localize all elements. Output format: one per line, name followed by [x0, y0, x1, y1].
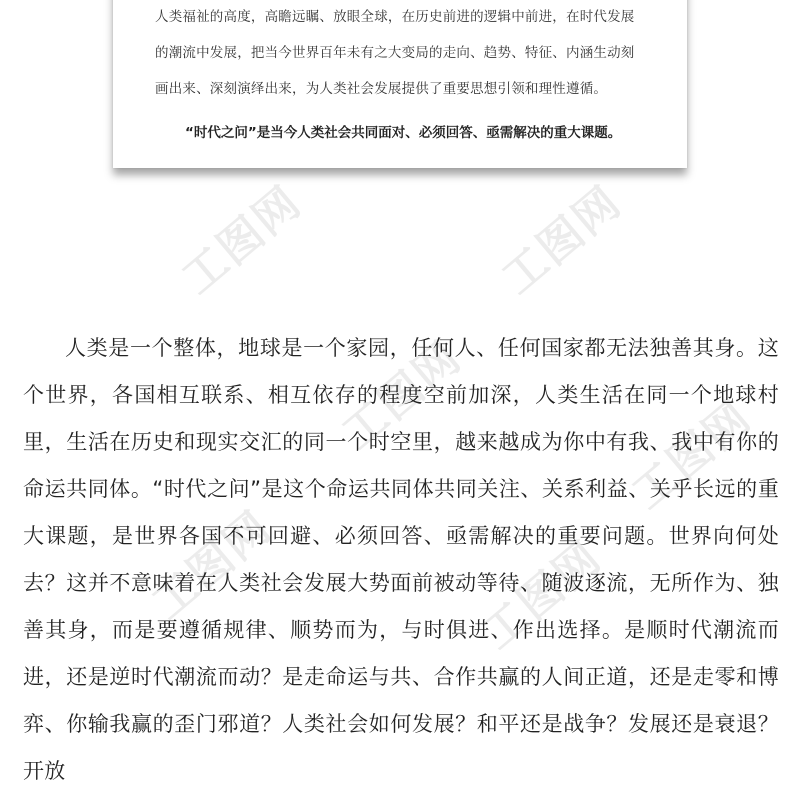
watermark: 工图网 — [172, 176, 312, 305]
watermark: 工图网 — [142, 501, 282, 630]
watermark: 工图网 — [472, 531, 612, 660]
card-line: 人类福祉的高度，高瞻远瞩、放眼全球，在历史前进的逻辑中前进，在时代发展 — [155, 9, 635, 25]
watermark: 工图网 — [492, 176, 632, 305]
watermark: 工图网 — [622, 391, 762, 520]
quote-card — [113, 0, 687, 168]
card-line: 的潮流中发展，把当今世界百年未有之大变局的走向、趋势、特征、内涵生动刻 — [155, 45, 635, 61]
body-paragraph: 人类是一个整体，地球是一个家园，任何人、任何国家都无法独善其身。这个世界，各国相互联系、相互依存的程度空前加深，人类生活在同一个地球村里，生活在历史和现实交汇的同一个时空里，越来越成为你中有我、我中有你的命运共同体。“时代之问”是这个命运共同体共同关注、关系利益、关乎长远的重大课题，是世界各国不可回避、必须回答、亟需解决的重要问题。世界向何处去？这并不意味着在人类社会发展大势面前被动等待、随波逐流，无所作为、独善其身，而是要遵循规律、顺势而为，与时俱进、作出选择。是顺时代潮流而进，还是逆时代潮流而动？是走命运与共、合作共赢的人间正道，还是走零和博弈、你输我赢的歪门邪道？人类社会如何发展？和平还是战争？发展还是衰退？开放 — [23, 336, 779, 783]
card-summary: “时代之问”是当今人类社会共同面对、必须回答、亟需解决的重大课题。 — [185, 125, 622, 141]
watermark: 工图网 — [332, 331, 472, 460]
card-line: 画出来、深刻演绎出来，为人类社会发展提供了重要思想引领和理性遵循。 — [155, 81, 608, 97]
